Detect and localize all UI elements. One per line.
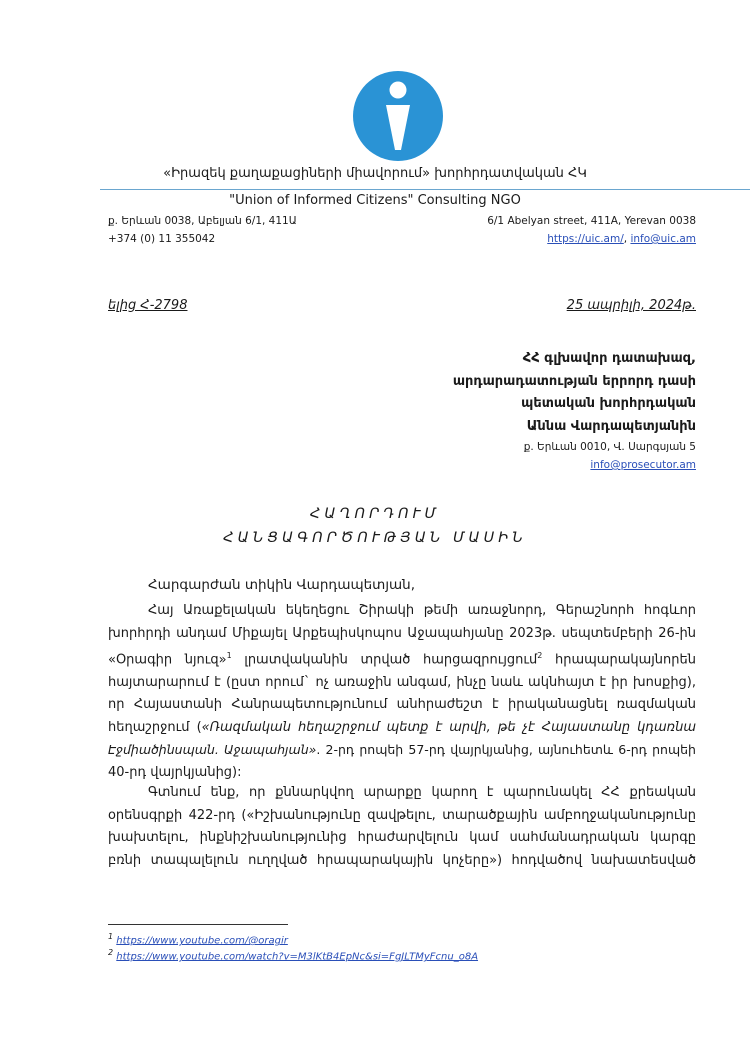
quote-text: «Ռազմական հեղաշրջում պետք է արվի, թե չէ Հայաստանը կդառնա bbox=[201, 719, 696, 735]
addressee-line-2: արդարադատության երրորդ դասի bbox=[452, 373, 696, 389]
quote-text: Էջմիածինսպան. Աջապահյան» bbox=[108, 742, 317, 758]
footnote-ref-1[interactable]: 1 bbox=[226, 651, 232, 660]
footnote-ref-2[interactable]: 2 bbox=[537, 651, 543, 660]
organization-name-armenian: «Իրազեկ քաղաքացիների միավորում» խորհրդատվական ՀԿ bbox=[163, 166, 587, 181]
addressee-block bbox=[453, 348, 696, 474]
header-divider bbox=[100, 189, 750, 190]
paragraph-line: Էջմիածինսպան. Աջապահյան». 2-րդ րոպեի 57-րդ վայրկյանից, այնուհետև 6-րդ րոպեի bbox=[108, 742, 696, 758]
address-armenian: ք. Երևան 0038, Աբելյան 6/1, 411Ա bbox=[108, 215, 297, 227]
title-line-2: ՀԱՆՑԱԳՈՐԾՈՒԹՅԱՆ ՄԱՍԻՆ bbox=[223, 530, 527, 546]
addressee-line-4: Աննա Վարդապետյանին bbox=[526, 418, 696, 434]
paragraph-line: Հայ Առաքելական եկեղեցու Շիրակի թեմի առաջնորդ, Գերաշնորհ հոգևոր bbox=[148, 603, 696, 618]
email-link[interactable]: info@uic.am bbox=[630, 233, 696, 245]
contact-block-right bbox=[487, 212, 696, 248]
paragraph-line: հայտարարում է (ըստ որում` ոչ առաջին անգամ, ինչը նաև ակնհայտ է իր խոսքից), bbox=[108, 674, 696, 690]
paragraph-line: Գտնում ենք, որ քննարկվող արարքը կարող է պարունակել ՀՀ քրեական bbox=[148, 785, 696, 800]
paragraph-line: «Օրագիր նյուզ»$^1$ լրատվականին տրված հարցազրույցում$^2$ հրապարակայնորեն bbox=[108, 651, 696, 668]
footnote-2-link[interactable]: https://www.youtube.com/watch?v=M3lKtB4EpNc&si=FgJLTMyFcnu_o8A bbox=[116, 951, 479, 963]
paragraph-line: 40-րդ վայրկյանից): bbox=[108, 764, 242, 780]
letter-date: 25 ապրիլի, 2024թ. bbox=[566, 298, 696, 313]
address-english: 6/1 Abelyan street, 411A, Yerevan 0038 bbox=[487, 215, 696, 227]
outgoing-reference-number: ելից Հ-2798 bbox=[108, 298, 188, 313]
phone-number: +374 (0) 11 355042 bbox=[108, 233, 216, 245]
contacts-separator: , bbox=[623, 233, 631, 245]
paragraph-line: օրենսգրքի 422-րդ («Իշխանությունը զավթելու, տարածքային ամբողջականությունը bbox=[108, 807, 696, 823]
web-contacts bbox=[487, 230, 696, 248]
footnote-divider bbox=[108, 924, 288, 925]
paragraph-1 bbox=[108, 600, 696, 784]
greeting: Հարգարժան տիկին Վարդապետյան, bbox=[148, 577, 415, 593]
document-title bbox=[0, 502, 750, 550]
paragraph-line: հեղաշրջում («Ռազմական հեղաշրջում պետք է արվի, թե չէ Հայաստանը կդառնա bbox=[108, 719, 696, 735]
addressee-line-3: պետական խորհրդական bbox=[521, 396, 696, 411]
title-line-1: ՀԱՂՈՐԴՈՒՄ bbox=[310, 506, 440, 522]
footnote-1-link[interactable]: https://www.youtube.com/@oragir bbox=[116, 935, 288, 947]
footnote-2: $^2$ https://www.youtube.com/watch?v=M3lKtB4EpNc&si=FgJLTMyFcnu_o8A bbox=[108, 948, 479, 963]
addressee-address: ք. Երևան 0010, Վ. Սարգսյան 5 bbox=[523, 441, 696, 453]
addressee-email-link[interactable]: info@prosecutor.am bbox=[590, 459, 696, 471]
addressee-line-1: ՀՀ գլխավոր դատախազ, bbox=[522, 351, 696, 366]
paragraph-2 bbox=[108, 782, 696, 872]
paragraph-line: բռնի տապալելուն ուղղված հրապարակային կոչերը») հոդվածով նախատեսված bbox=[108, 852, 696, 868]
paragraph-line: որ Հայաստանի Հանրապետությունում անհրաժեշտ է իրականացնել ռազմական bbox=[108, 697, 696, 713]
organization-logo-icon bbox=[352, 70, 444, 162]
footnote-1: $^1$ https://www.youtube.com/@oragir bbox=[108, 932, 288, 947]
organization-name-english: "Union of Informed Citizens" Consulting NGO bbox=[229, 193, 521, 208]
paragraph-line: խախտելու, ինքնիշխանությունից հրաժարվելուն կամ սահմանադրական կարգը bbox=[108, 830, 696, 845]
contact-block-left bbox=[108, 212, 297, 248]
website-link[interactable]: https://uic.am/ bbox=[547, 233, 624, 245]
paragraph-line: խորհրդի անդամ Միքայել Արքեպիսկոպոս Աջապահյանը 2023թ. սեպտեմբերի 26-ին bbox=[108, 625, 696, 641]
source-name: «Օրագիր նյուզ» bbox=[108, 652, 227, 668]
